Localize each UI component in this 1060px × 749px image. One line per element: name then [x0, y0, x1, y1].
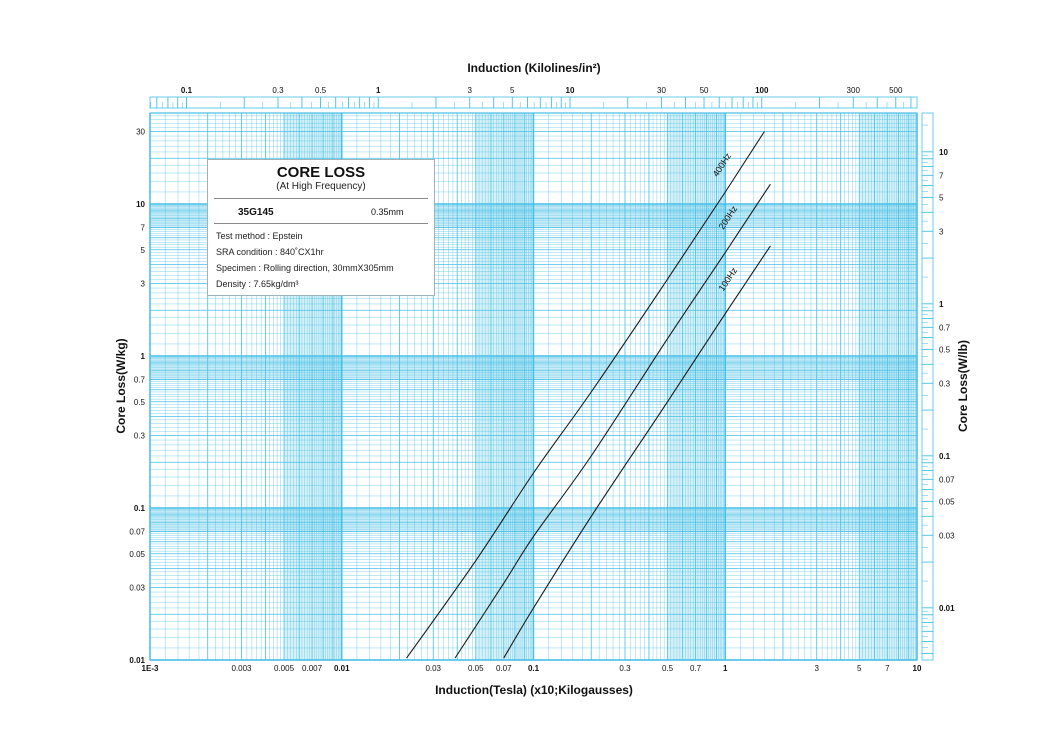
- top-tick-label: 1: [376, 86, 381, 95]
- top-tick-label: 50: [699, 86, 709, 95]
- y-tick-label: 5: [140, 245, 145, 255]
- top-tick-label: 0.3: [272, 86, 284, 95]
- top-axis-title: Induction (Kilolines/in²): [467, 61, 601, 75]
- x-tick-label: 0.3: [619, 664, 631, 673]
- right-tick-label: 0.5: [939, 345, 951, 355]
- x-tick-label: 5: [857, 664, 862, 673]
- y-tick-label: 3: [140, 279, 145, 289]
- y-tick-label: 0.1: [133, 504, 145, 513]
- x-tick-label: 0.03: [425, 664, 442, 673]
- right-tick-label: 3: [939, 227, 944, 237]
- top-tick-label: 0.5: [314, 86, 327, 95]
- y-tick-label: 0.05: [129, 549, 145, 559]
- x-tick-label: 0.01: [333, 664, 350, 673]
- series-label-400Hz: 400Hz: [710, 151, 734, 179]
- top-tick-label: 300: [846, 86, 860, 95]
- y-tick-label: 0.7: [133, 375, 145, 385]
- spec-test-method: Test method : Epstein: [216, 231, 303, 241]
- x-tick-label: 0.7: [689, 664, 702, 673]
- top-axis-strip: [150, 97, 917, 108]
- x-tick-label: 0.005: [274, 664, 295, 673]
- top-strip-frame: [150, 97, 917, 108]
- curve-100Hz: [504, 246, 771, 658]
- right-tick-label: 5: [939, 193, 944, 203]
- right-tick-label: 0.05: [939, 497, 955, 507]
- y-tick-label: 1: [140, 352, 145, 361]
- right-tick-label: 0.03: [939, 531, 955, 541]
- info-title: CORE LOSS: [276, 164, 366, 181]
- right-tick-label: 0.01: [939, 603, 955, 613]
- x-tick-label: 0.003: [231, 664, 252, 673]
- top-tick-label: 3: [467, 86, 472, 95]
- y-tick-label: 0.03: [129, 583, 145, 593]
- grade-label: 35G145: [238, 207, 274, 218]
- right-tick-label: 0.07: [939, 475, 955, 485]
- x-tick-label: 1: [723, 664, 728, 673]
- info-box: [207, 159, 435, 296]
- right-tick-label: 7: [939, 171, 944, 181]
- spec-density: Density : 7.65kg/dm³: [216, 279, 299, 289]
- right-tick-label: 0.3: [939, 379, 951, 389]
- info-subtitle: (At High Frequency): [276, 181, 366, 192]
- x-tick-label: 0.07: [496, 664, 512, 673]
- y-tick-label: 0.01: [129, 656, 145, 665]
- y-tick-label: 0.3: [133, 431, 145, 441]
- top-tick-label: 500: [889, 86, 903, 95]
- y-tick-label: 10: [136, 200, 145, 209]
- spec-sra-condition: SRA condition : 840˚CX1hr: [216, 247, 324, 257]
- info-divider: [214, 198, 428, 199]
- x-tick-label: 7: [885, 664, 890, 673]
- right-axis-title: Core Loss(W/lb): [956, 340, 970, 432]
- x-tick-label: 10: [912, 664, 922, 673]
- top-tick-label: 30: [657, 86, 666, 95]
- spec-specimen: Specimen : Rolling direction, 30mmX305mm: [216, 263, 394, 273]
- y-tick-label: 7: [140, 223, 145, 233]
- x-tick-label: 0.007: [302, 664, 323, 673]
- right-tick-label: 1: [939, 299, 944, 309]
- y-tick-label: 30: [136, 127, 145, 137]
- y-tick-label: 0.07: [129, 527, 145, 537]
- thickness-label: 0.35mm: [371, 207, 404, 217]
- x-tick-label: 0.1: [527, 664, 540, 673]
- x-tick-label: 1E-3: [141, 664, 159, 673]
- right-axis-strip: [922, 113, 933, 660]
- series-label-100Hz: 100Hz: [716, 265, 740, 293]
- bottom-axis-title: Induction(Tesla) (x10;Kilogausses): [435, 683, 633, 697]
- right-tick-label: 0.1: [939, 451, 951, 461]
- x-tick-label: 0.05: [467, 664, 484, 673]
- top-tick-label: 100: [755, 86, 769, 95]
- info-divider: [214, 223, 428, 224]
- right-tick-label: 0.7: [939, 323, 951, 333]
- left-axis-title: Core Loss(W/kg): [114, 338, 128, 434]
- top-tick-label: 0.1: [180, 86, 193, 95]
- series-label-200Hz: 200Hz: [716, 203, 740, 232]
- right-tick-label: 10: [939, 147, 948, 157]
- y-tick-label: 0.5: [133, 397, 145, 407]
- right-strip-frame: [922, 113, 933, 660]
- top-tick-label: 5: [510, 86, 515, 95]
- x-tick-label: 3: [814, 664, 819, 673]
- top-tick-label: 10: [565, 86, 575, 95]
- x-tick-label: 0.5: [661, 664, 674, 673]
